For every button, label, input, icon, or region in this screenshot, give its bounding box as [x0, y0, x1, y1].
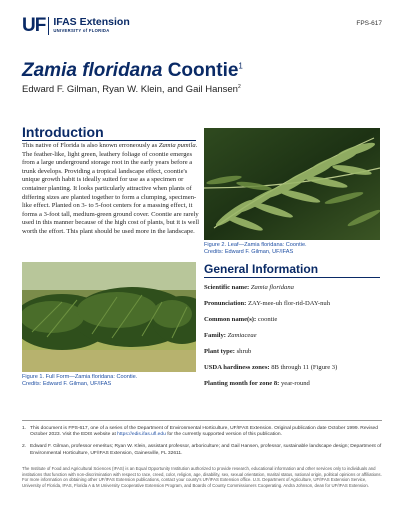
- footnote-1: [22, 426, 382, 438]
- figure-1-credit: Credits: Edward F. Gilman, UF/IFAS: [22, 381, 112, 387]
- family-label: Family:: [204, 332, 228, 339]
- scientific-name-line: [204, 284, 294, 291]
- intro-underline: [22, 140, 196, 141]
- title-footnote-mark: 1: [238, 61, 243, 71]
- common-name-label: Common name(s):: [204, 316, 258, 323]
- footnote-2: [22, 444, 382, 456]
- pronunciation-label: Pronunciation:: [204, 300, 249, 307]
- planting-month-value: year-round: [281, 380, 310, 387]
- plant-type-value: shrub: [236, 348, 252, 355]
- coontie-shrub-image: [22, 262, 196, 372]
- authors-footnote-mark: 2: [237, 84, 241, 90]
- planting-month-line: [204, 380, 310, 387]
- hardiness-zones-label: USDA hardiness zones:: [204, 364, 272, 371]
- common-name-line: [204, 316, 277, 323]
- general-info-heading: General Information: [204, 262, 319, 276]
- plant-type-line: [204, 348, 251, 355]
- footnote-1-text: This document is FPS-617, one of a series of the Department of Environmental Horticulture, UF/IFAS Extension. Original publication date October 1999. Revised October 2023. Visit the EDIS website at: [30, 426, 378, 438]
- footnote-2-number: 2.: [22, 444, 27, 450]
- introduction-paragraph: This native of Florida is also known erroneously as Zamia pumila. The feather-like, light green, leathery foliage of coontie emerges from a large underground storage root in the early years before a trunk develops. Providing a tropical landscape effect, coontie's unique growth habit is ideally suited for use as a specimen or container planting. It looks particularly attractive when plants of differing sizes are planted together to form a clumping, specimen-like effect. Planted on 3- to 5-foot centers for a massing effect, it forms a 3-foot tall, medium-green ground cover. Coontie are rarely used in this manner because of the high cost of plants, but it is well worth the effort. This plant should be used more in the landscape.: [22, 142, 200, 235]
- footnotes: [22, 426, 382, 463]
- footnote-divider: [22, 420, 382, 421]
- figure-2-caption: [204, 242, 380, 256]
- scientific-name-value: Zamia floridana: [250, 284, 294, 291]
- edis-link[interactable]: https://edis.ifas.ufl.edu: [117, 432, 166, 438]
- fern-leaf-image: [204, 128, 380, 240]
- title-species: Zamia floridana: [22, 60, 163, 81]
- scientific-name-label: Scientific name:: [204, 284, 251, 291]
- common-name-value: coontie: [257, 316, 278, 323]
- family-value: Zamiaceae: [227, 332, 257, 339]
- uf-ifas-logo[interactable]: [22, 16, 130, 36]
- logo-name: IFAS Extension: [53, 16, 130, 28]
- plant-type-label: Plant type:: [204, 348, 237, 355]
- footnote-1-tail: for the currently supported version of this publication.: [165, 432, 282, 438]
- figure-1-caption: [22, 374, 196, 388]
- general-info-underline: [204, 277, 380, 278]
- logo-mark: UF: [22, 15, 46, 36]
- figure-2-credit: Credits: Edward F. Gilman, UF/IFAS: [204, 249, 294, 255]
- document-id: FPS-617: [356, 20, 382, 27]
- footnote-1-number: 1.: [22, 426, 27, 431]
- figure-2-photo: [204, 128, 380, 240]
- intro-species-italic: Zamia pumila: [158, 142, 196, 149]
- figure-1-caption-text: Figure 1. Full Form—Zamia floridana: Coontie.: [22, 374, 138, 380]
- figure-2-caption-text: Figure 2. Leaf—Zamia floridana: Coontie.: [204, 242, 307, 248]
- footnote-1-body: [30, 426, 382, 438]
- planting-month-label: Planting month for zone 8:: [204, 380, 281, 387]
- hardiness-zones-line: [204, 364, 337, 371]
- logo-sub: UNIVERSITY of FLORIDA: [53, 28, 110, 33]
- page-title: [22, 60, 243, 82]
- logo-divider: [48, 17, 49, 35]
- equal-opportunity-notice: The Institute of Food and Agricultural Sciences (IFAS) is an Equal Opportunity Institution authorized to provide research, educational information and other services only to individuals and institutions that function with non-discrimination with respect to race, creed, color, religion, age, disability, sex, sexual orientation, marital status, national origin, political opinions or affiliations. For more information on obtaining other UF/IFAS Extension publications, contact your county's UF/IFAS Extension office. U.S. Department of Agriculture, UF/IFAS Extension Service, University of Florida, IFAS, Florida A & M University Cooperative Extension Program, and Boards of County Commissioners Cooperating. Andra Johnson, dean for UF/IFAS Extension.: [22, 466, 382, 488]
- pronunciation-line: [204, 300, 330, 307]
- hardiness-zones-value: 8B through 11 (Figure 3): [271, 364, 338, 371]
- authors-line: [22, 84, 241, 95]
- figure-1-photo: [22, 262, 196, 372]
- footnote-2-text: Edward F. Gilman, professor emeritus; Ryan W. Klein, assistant professor, arboriculture; and Gail Hansen, professor, sustainable landscape design; Department of Environmental Horticulture, UF/IFAS Extension, Gainesville, FL 32611.: [30, 444, 382, 456]
- introduction-heading: Introduction: [22, 124, 104, 140]
- page-header: [22, 16, 382, 40]
- logo-text: [53, 16, 129, 34]
- pronunciation-value: ZAY-mee-uh flor-rid-DAY-nuh: [248, 300, 330, 307]
- author-names: Edward F. Gilman, Ryan W. Klein, and Gail Hansen: [22, 84, 238, 96]
- family-line: [204, 332, 257, 339]
- title-common: Coontie: [162, 60, 239, 81]
